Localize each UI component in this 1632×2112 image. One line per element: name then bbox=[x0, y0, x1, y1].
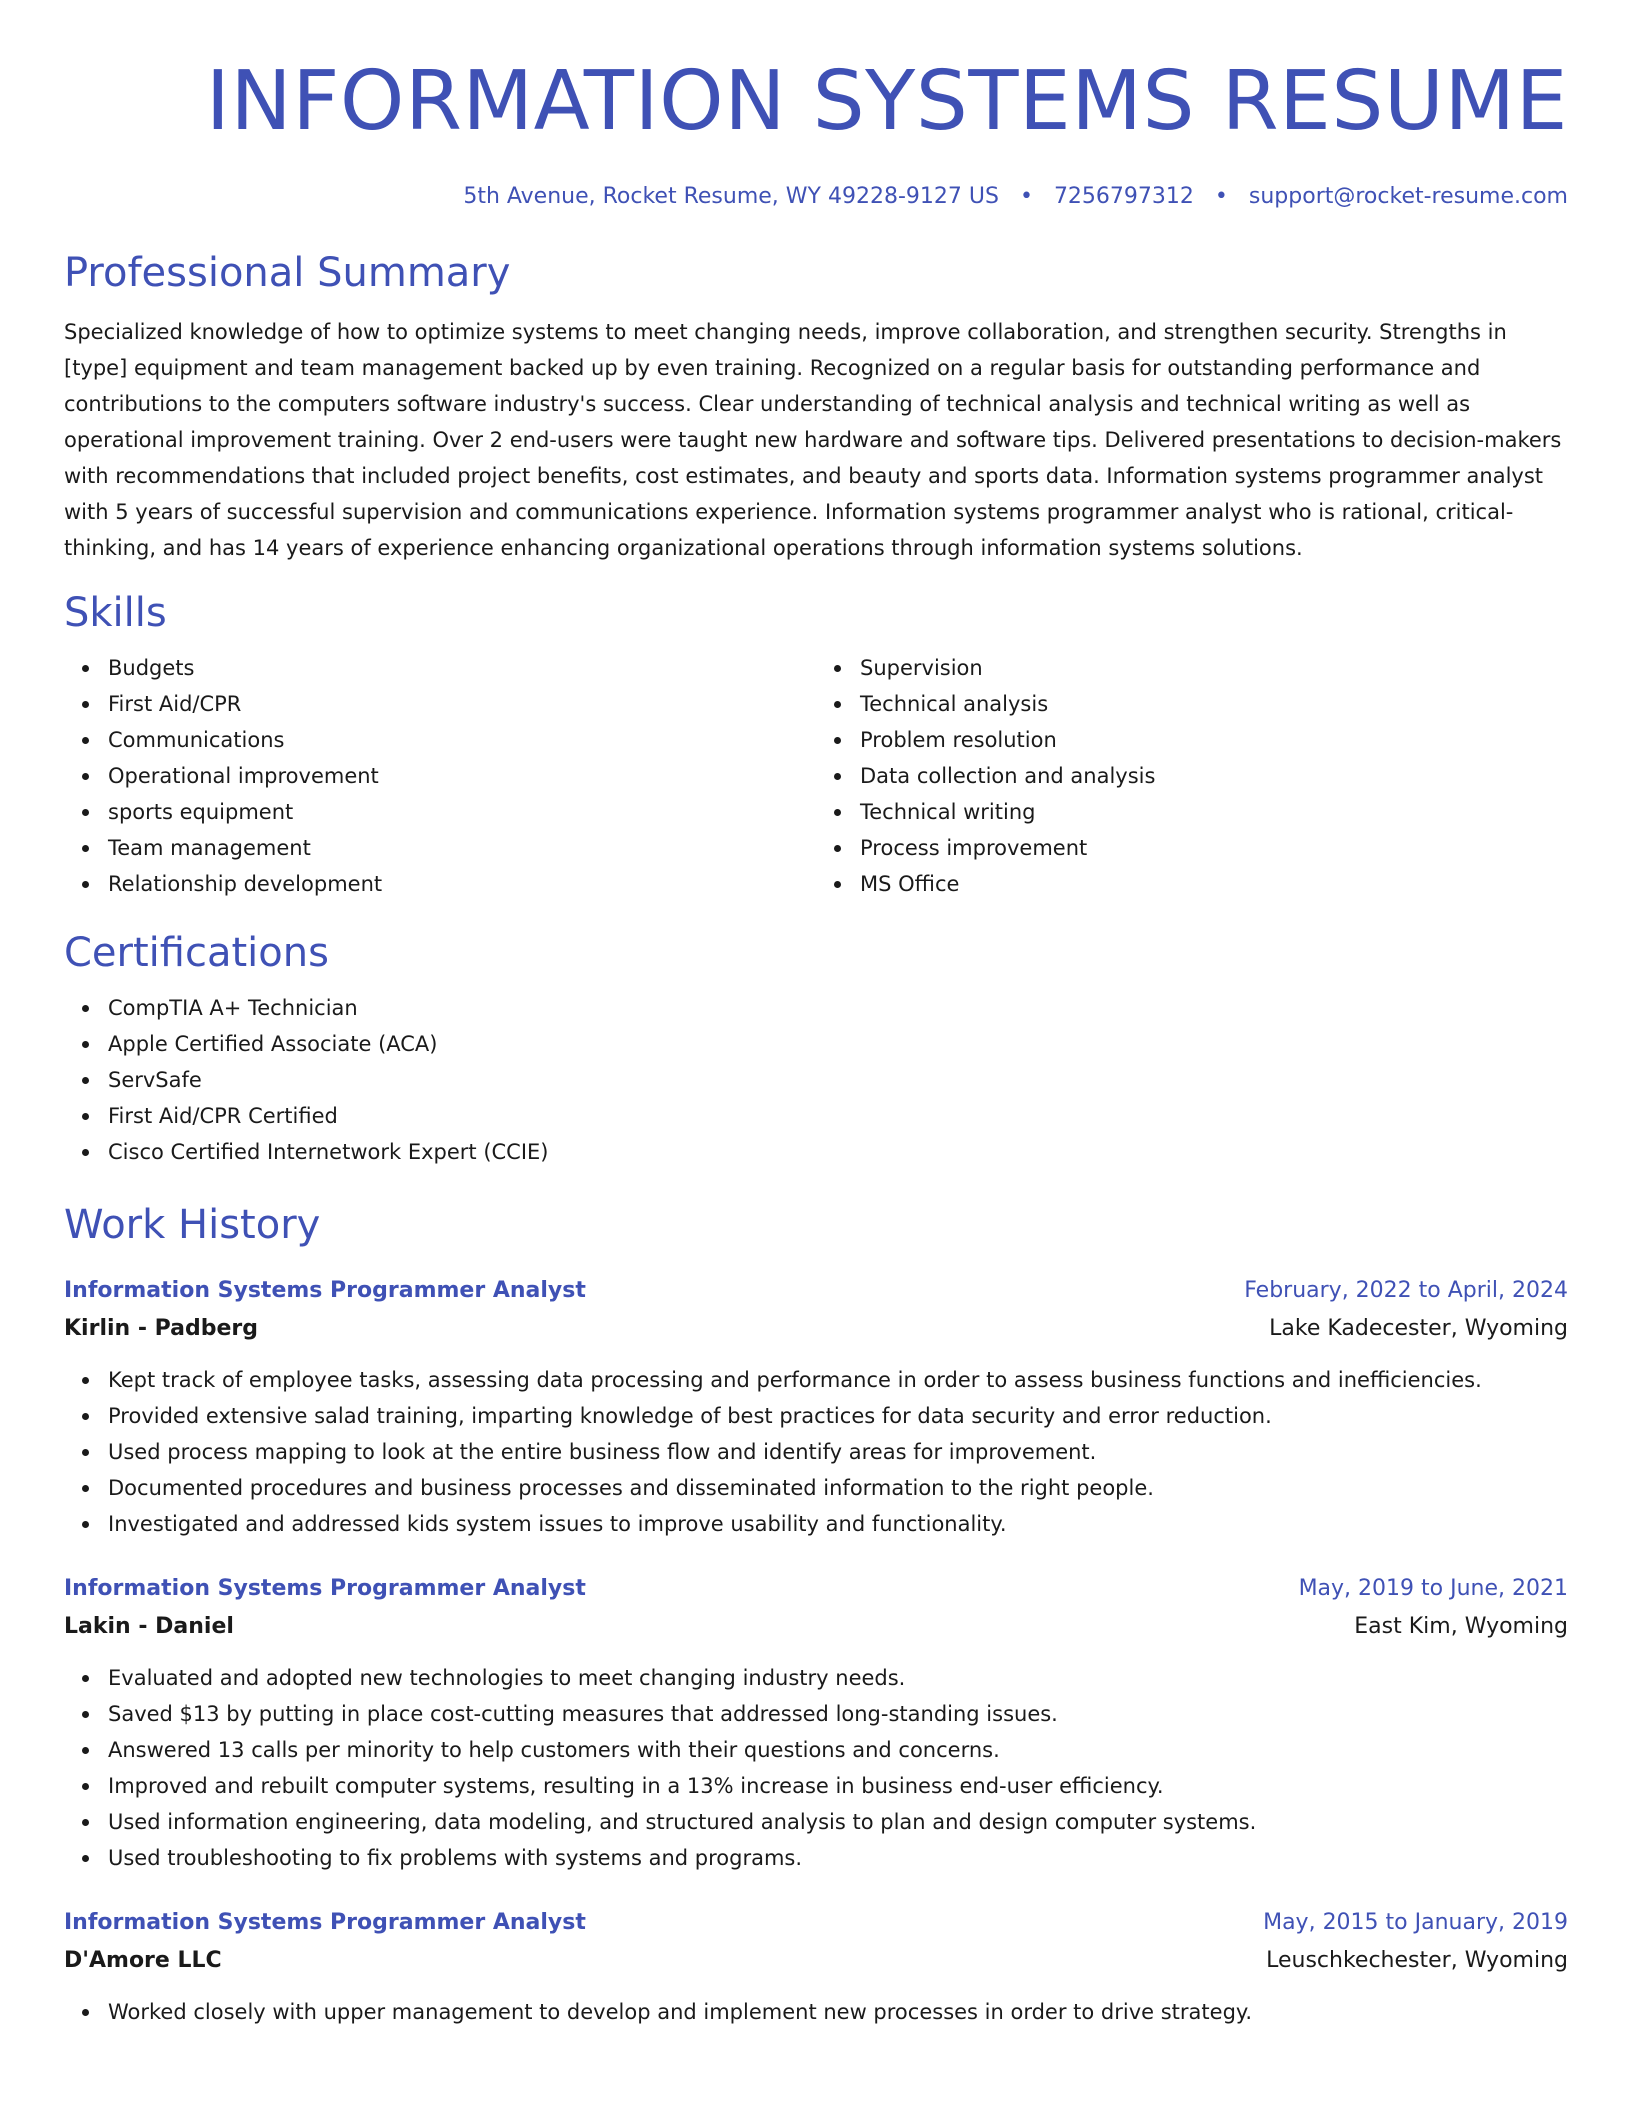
job-bullet: Investigated and addressed kids system issues to improve usability and functionality. bbox=[108, 1506, 1568, 1542]
job-title: Information Systems Programmer Analyst bbox=[64, 1910, 586, 1935]
job-title: Information Systems Programmer Analyst bbox=[64, 1278, 586, 1303]
skill-item: Problem resolution bbox=[860, 722, 1568, 758]
summary-text: Specialized knowledge of how to optimize systems to meet changing needs, improve collaboration, and strengthen security. Strengths in [type] equipment and team management backed up by even training. Recognized on a regular basis for outstanding performance and contributions to the computers software industry's success. Clear understanding of technical analysis and technical writing as well as operational improvement training. Over 2 end-users were taught new hardware and software tips. Delivered presentations to decision-makers with recommendations that included project benefits, cost estimates, and beauty and sports data. Information systems programmer analyst with 5 years of successful supervision and communications experience. Information systems programmer analyst who is rational, critical-thinking, and has 14 years of experience enhancing organizational operations through information systems solutions. bbox=[64, 320, 1562, 560]
skill-item: Team management bbox=[108, 830, 816, 866]
job-company: Kirlin - Padberg bbox=[64, 1316, 259, 1341]
job-bullet: Used information engineering, data modeling, and structured analysis to plan and design computer systems. bbox=[108, 1804, 1568, 1840]
job-dates: February, 2022 to April, 2024 bbox=[1244, 1278, 1568, 1303]
contact-line bbox=[64, 182, 1568, 212]
skill-item: Data collection and analysis bbox=[860, 758, 1568, 794]
job-bullet: Kept track of employee tasks, assessing data processing and performance in order to assess business functions and inefficiencies. bbox=[108, 1362, 1568, 1398]
job-bullet: Used troubleshooting to fix problems with systems and programs. bbox=[108, 1840, 1568, 1876]
work-history-heading: Work History bbox=[64, 1202, 321, 1248]
job-dates: May, 2019 to June, 2021 bbox=[1298, 1576, 1568, 1601]
job-header-row bbox=[64, 1272, 1568, 1310]
job-bullet: Evaluated and adopted new technologies to meet changing industry needs. bbox=[108, 1660, 1568, 1696]
job-bullet: Used process mapping to look at the entire business flow and identify areas for improvement. bbox=[108, 1434, 1568, 1470]
skills-left-list bbox=[64, 650, 816, 902]
certifications-heading: Certifications bbox=[64, 930, 329, 976]
job-company-row bbox=[64, 1608, 1568, 1646]
skills-columns bbox=[64, 650, 1568, 902]
job-bullet: Documented procedures and business processes and disseminated information to the right people. bbox=[108, 1470, 1568, 1506]
skill-item: Operational improvement bbox=[108, 758, 816, 794]
skill-item: MS Office bbox=[860, 866, 1568, 902]
skill-item: Technical analysis bbox=[860, 686, 1568, 722]
job-bullet: Worked closely with upper management to develop and implement new processes in order to drive strategy. bbox=[108, 1994, 1568, 2030]
job-header-row bbox=[64, 1904, 1568, 1942]
contact-separator: • bbox=[1019, 184, 1033, 209]
phone-text: 7256797312 bbox=[1053, 184, 1194, 209]
job-bullet: Improved and rebuilt computer systems, resulting in a 13% increase in business end-user efficiency. bbox=[108, 1768, 1568, 1804]
certification-item: Cisco Certified Internetwork Expert (CCIE) bbox=[108, 1134, 1568, 1170]
skill-item: Process improvement bbox=[860, 830, 1568, 866]
skill-item: Budgets bbox=[108, 650, 816, 686]
job-bullet-list bbox=[64, 1994, 1568, 2030]
job-bullet: Provided extensive salad training, imparting knowledge of best practices for data security and error reduction. bbox=[108, 1398, 1568, 1434]
certification-item: CompTIA A+ Technician bbox=[108, 990, 1568, 1026]
skill-item: Technical writing bbox=[860, 794, 1568, 830]
email-link[interactable]: support@rocket-resume.com bbox=[1248, 184, 1568, 209]
address-text: 5th Avenue, Rocket Resume, WY 49228-9127 US bbox=[463, 184, 999, 209]
job-company-row bbox=[64, 1942, 1568, 1980]
skill-item: Supervision bbox=[860, 650, 1568, 686]
skills-right-list bbox=[816, 650, 1568, 902]
job-entry bbox=[64, 1904, 1568, 2030]
skills-heading: Skills bbox=[64, 590, 167, 636]
contact-separator: • bbox=[1214, 184, 1228, 209]
skill-item: Relationship development bbox=[108, 866, 816, 902]
skill-item: Communications bbox=[108, 722, 816, 758]
job-entry bbox=[64, 1272, 1568, 1542]
job-header-row bbox=[64, 1570, 1568, 1608]
job-company: Lakin - Daniel bbox=[64, 1614, 234, 1639]
job-bullet-list bbox=[64, 1660, 1568, 1876]
skill-item: sports equipment bbox=[108, 794, 816, 830]
certifications-list bbox=[64, 990, 1568, 1170]
resume-title: INFORMATION SYSTEMS RESUME bbox=[205, 54, 1568, 149]
job-dates: May, 2015 to January, 2019 bbox=[1263, 1910, 1568, 1935]
job-location: Leuschkechester, Wyoming bbox=[1266, 1948, 1568, 1973]
job-bullet-list bbox=[64, 1362, 1568, 1542]
job-bullet: Saved $13 by putting in place cost-cutting measures that addressed long-standing issues. bbox=[108, 1696, 1568, 1732]
job-company-row bbox=[64, 1310, 1568, 1348]
job-location: Lake Kadecester, Wyoming bbox=[1269, 1316, 1568, 1341]
job-company: D'Amore LLC bbox=[64, 1948, 222, 1973]
job-bullet: Answered 13 calls per minority to help customers with their questions and concerns. bbox=[108, 1732, 1568, 1768]
job-entry bbox=[64, 1570, 1568, 1876]
job-title: Information Systems Programmer Analyst bbox=[64, 1576, 586, 1601]
resume-page bbox=[64, 0, 1568, 2030]
skill-item: First Aid/CPR bbox=[108, 686, 816, 722]
certification-item: First Aid/CPR Certified bbox=[108, 1098, 1568, 1134]
certification-item: Apple Certified Associate (ACA) bbox=[108, 1026, 1568, 1062]
certification-item: ServSafe bbox=[108, 1062, 1568, 1098]
job-location: East Kim, Wyoming bbox=[1354, 1614, 1568, 1639]
summary-heading: Professional Summary bbox=[64, 250, 511, 296]
